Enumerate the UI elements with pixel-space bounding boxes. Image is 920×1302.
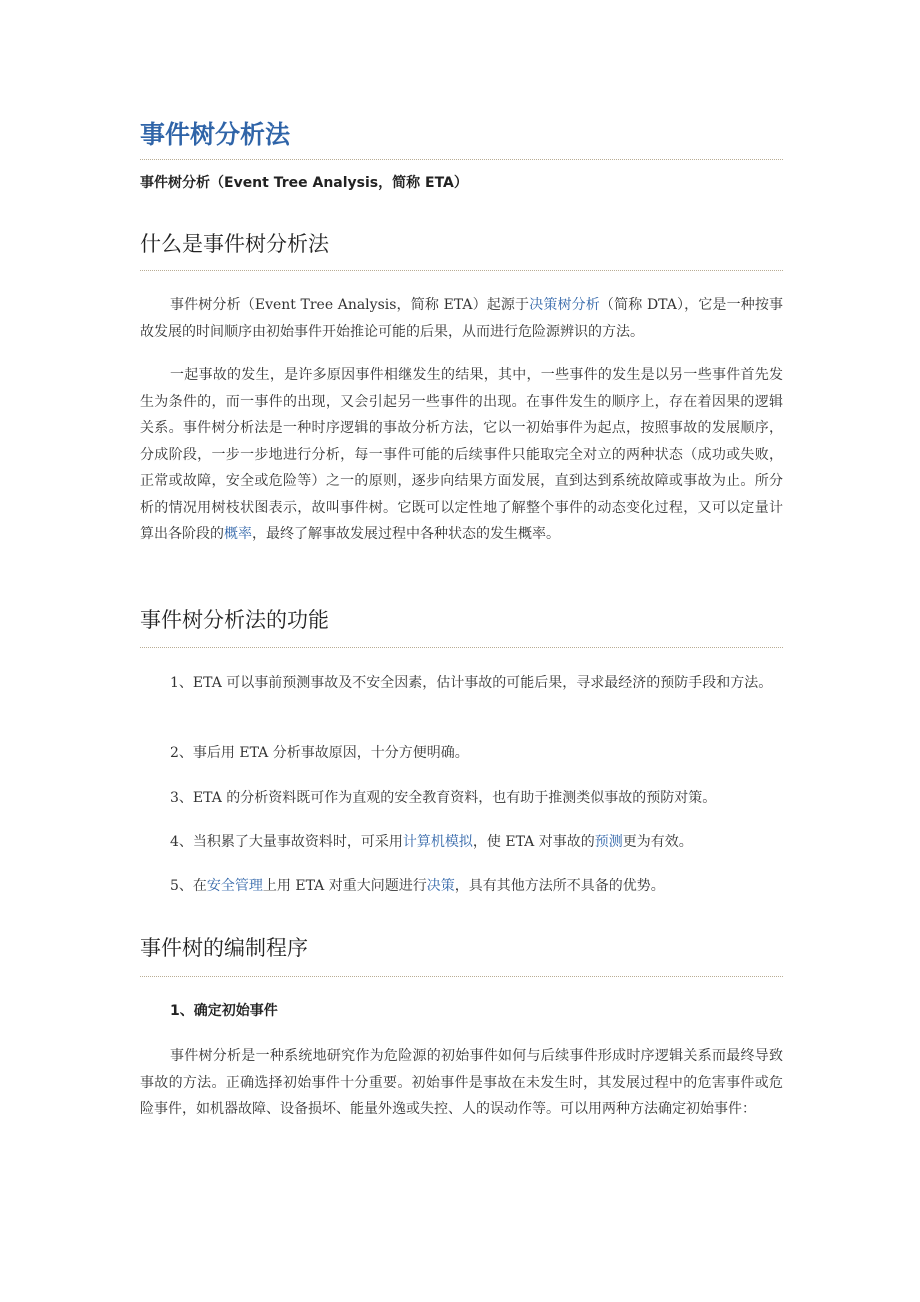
text-run: （简称 DTA），它是一种按事故发展的时间顺序由初始事件开始推论可能的后果，从而进行危险源辨识的方法。 <box>140 297 783 340</box>
section-divider <box>140 647 783 648</box>
paragraph-initial-event: 事件树分析是一种系统地研究作为危险源的初始事件如何与后续事件形成时序逻辑关系而最终导致事故的方法。正确选择初始事件十分重要。初始事件是事故在未发生时，其发展过程中的危害事件或危险事件，如机器故障、设备损坏、能量外逸或失控、人的误动作等。可以用两种方法确定初始事件： <box>140 1048 783 1117</box>
link-prediction[interactable]: 预测 <box>594 834 623 850</box>
section-heading-what-is: 什么是事件树分析法 <box>140 232 329 256</box>
text-run: 5、在 <box>170 878 207 894</box>
subsection-heading-initial-event: 1、确定初始事件 <box>170 1003 278 1019</box>
page-subtitle: 事件树分析（Event Tree Analysis，简称 ETA） <box>140 175 468 191</box>
text-run: 更为有效。 <box>622 834 693 850</box>
text-run: ，具有其他方法所不具备的优势。 <box>454 878 665 894</box>
function-item-2: 2、事后用 ETA 分析事故原因，十分方便明确。 <box>170 745 469 761</box>
paragraph-intro <box>140 292 783 345</box>
function-item-4 <box>140 829 783 856</box>
section-divider <box>140 976 783 977</box>
link-safety-management[interactable]: 安全管理 <box>206 878 263 894</box>
text-run: 4、当积累了大量事故资料时，可采用 <box>170 834 403 850</box>
link-decision-tree-analysis[interactable]: 决策树分析 <box>529 297 600 313</box>
function-item-1: 1、ETA 可以事前预测事故及不安全因素，估计事故的可能后果，寻求最经济的预防手段和方法。 <box>170 675 773 691</box>
text-run: 上用 ETA 对重大问题进行 <box>262 878 427 894</box>
text-run: 事件树分析（Event Tree Analysis，简称 ETA）起源于 <box>170 297 530 313</box>
link-computer-simulation[interactable]: 计算机模拟 <box>402 834 473 850</box>
title-divider <box>140 159 783 160</box>
text-run: ，最终了解事故发展过程中各种状态的发生概率。 <box>252 526 560 542</box>
link-probability[interactable]: 概率 <box>224 526 252 542</box>
section-divider <box>140 270 783 271</box>
text-run: 一起事故的发生，是许多原因事件相继发生的结果，其中，一些事件的发生是以另一些事件首先发生为条件的，而一事件的出现，又会引起另一些事件的出现。在事件发生的顺序上，存在着因果的逻辑关系。事件树分析法是一种时序逻辑的事故分析方法，它以一初始事件为起点，按照事故的发展顺序，分成阶段，一步一步地进行分析，每一事件可能的后续事件只能取完全对立的两种状态（成功或失败，正常或故障，安全或危险等）之一的原则，逐步向结果方面发展，直到达到系统故障或事故为止。所分析的情况用树枝状图表示，故叫事件树。它既可以定性地了解整个事件的动态变化过程，又可以定量计算出各阶段的 <box>140 367 783 542</box>
paragraph-description <box>140 362 783 548</box>
link-decision[interactable]: 决策 <box>426 878 455 894</box>
function-item-3: 3、ETA 的分析资料既可作为直观的安全教育资料，也有助于推测类似事故的预防对策。 <box>170 790 717 806</box>
section-heading-procedure: 事件树的编制程序 <box>140 936 308 960</box>
section-heading-functions: 事件树分析法的功能 <box>140 608 329 632</box>
page-title: 事件树分析法 <box>140 120 291 149</box>
text-run: ，使 ETA 对事故的 <box>472 834 595 850</box>
function-item-5 <box>140 873 783 900</box>
